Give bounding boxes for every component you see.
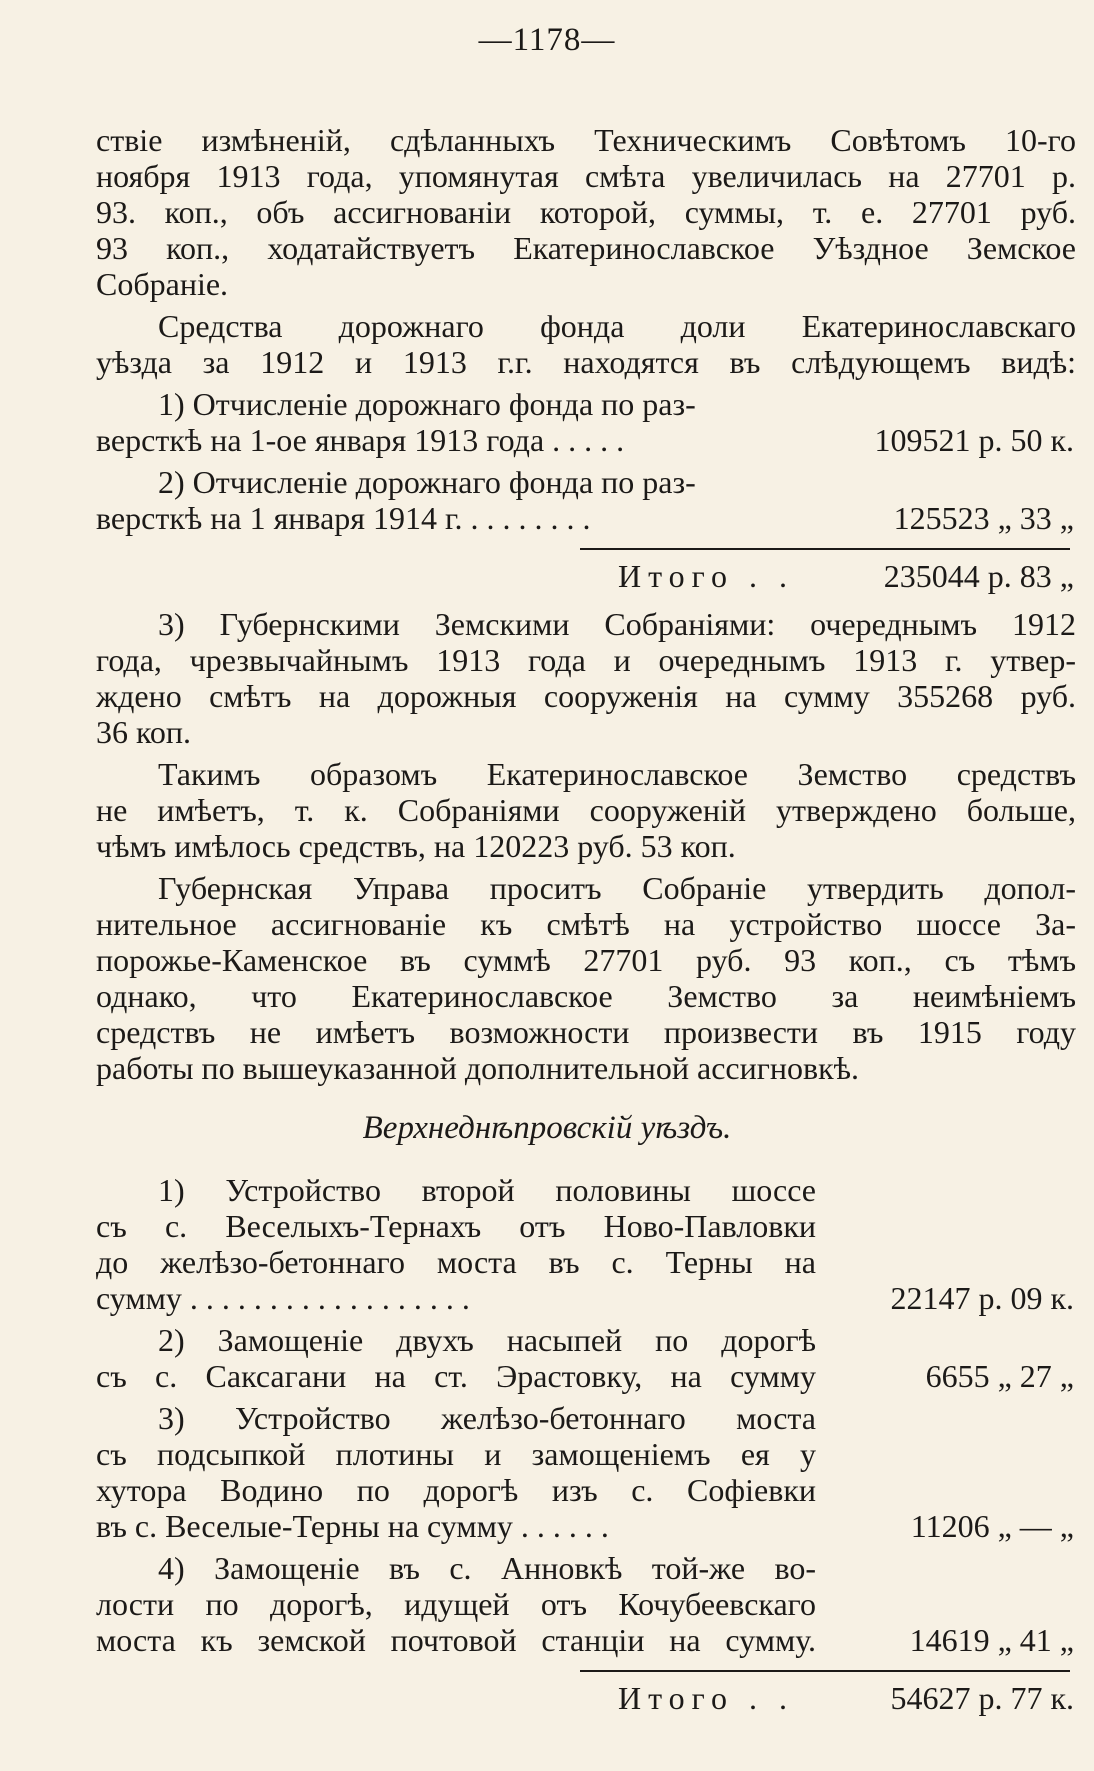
paragraph-line: однако, что Екатеринославское Земство за неимѣніемъ	[96, 978, 1076, 1014]
list-item-line: 1) Отчисленіе дорожнаго фонда по раз-	[158, 386, 696, 422]
paragraph-line: не имѣетъ, т. к. Собраніями сооруженій утверждено больше,	[96, 792, 1076, 828]
paragraph-line: 36 коп.	[96, 714, 192, 750]
page-number: —1178—	[478, 22, 616, 58]
list-item-line: хутора Водино по дорогѣ изъ с. Софіевки	[96, 1472, 816, 1508]
list-item-line: съ подсыпкой плотины и замощеніемъ ея у	[96, 1436, 816, 1472]
paragraph-line: ствіе измѣненій, сдѣланныхъ Техническимъ Совѣтомъ 10-го	[96, 122, 1076, 158]
list-item-line: версткѣ на 1-ое января 1913 года . . . . .	[96, 422, 625, 458]
paragraph-line: года, чрезвычайнымъ 1913 года и очереднымъ 1913 г. утвер-	[96, 642, 1076, 678]
paragraph-line: Собраніе.	[96, 266, 229, 302]
paragraph-line: 93 коп., ходатайствуетъ Екатеринославское Уѣздное Земское	[96, 230, 1076, 266]
list-item-line: 1) Устройство второй половины шоссе	[158, 1172, 816, 1208]
paragraph-line: Такимъ образомъ Екатеринославское Земство средствъ	[158, 756, 1076, 792]
paragraph-line: уѣзда за 1912 и 1913 г.г. находятся въ слѣдующемъ видѣ:	[96, 344, 1076, 380]
total-label: Итого . .	[618, 558, 794, 594]
amount: 109521 р. 50 к.	[874, 422, 1074, 458]
paragraph-line: 3) Губернскими Земскими Собраніями: очереднымъ 1912	[158, 606, 1076, 642]
paragraph-line: Средства дорожнаго фонда доли Екатеринославскаго	[158, 308, 1076, 344]
paragraph-line: чѣмъ имѣлось средствъ, на 120223 руб. 53 коп.	[96, 828, 736, 864]
paragraph-line: средствъ не имѣетъ возможности произвести въ 1915 году	[96, 1014, 1076, 1050]
list-item-line: сумму . . . . . . . . . . . . . . . . . .	[96, 1280, 470, 1316]
list-item-line: 3) Устройство желѣзо-бетоннаго моста	[158, 1400, 816, 1436]
paragraph-line: Губернская Управа проситъ Собраніе утвердить допол-	[158, 870, 1076, 906]
paragraph-line: ноября 1913 года, упомянутая смѣта увеличилась на 27701 р.	[96, 158, 1076, 194]
list-item-line: до желѣзо-бетоннаго моста въ с. Терны на	[96, 1244, 816, 1280]
list-item-line: версткѣ на 1 января 1914 г. . . . . . . . .	[96, 500, 591, 536]
list-item-line: 2) Замощеніе двухъ насыпей по дорогѣ	[158, 1322, 816, 1358]
paragraph-line: работы по вышеуказанной дополнительной ассигновкѣ.	[96, 1050, 860, 1086]
amount: 11206 „ — „	[910, 1508, 1074, 1544]
amount: 22147 р. 09 к.	[890, 1280, 1074, 1316]
sum-rule	[580, 1670, 1070, 1672]
paragraph-line: порожье-Каменское въ суммѣ 27701 руб. 93 коп., съ тѣмъ	[96, 942, 1076, 978]
amount: 125523 „ 33 „	[893, 500, 1074, 536]
total-amount: 54627 р. 77 к.	[890, 1680, 1074, 1716]
list-item-line: съ с. Веселыхъ-Тернахъ отъ Ново-Павловки	[96, 1208, 816, 1244]
list-item-line: 4) Замощеніе въ с. Анновкѣ той-же во-	[158, 1550, 816, 1586]
list-item-line: моста къ земской почтовой станціи на сумму.	[96, 1622, 816, 1658]
amount: 14619 „ 41 „	[909, 1622, 1074, 1658]
list-item-line: въ с. Веселые-Терны на сумму . . . . . .	[96, 1508, 609, 1544]
section-heading: Верхнеднѣпровскій уѣздъ.	[362, 1110, 732, 1146]
paragraph-line: 93. коп., объ ассигнованіи которой, суммы, т. е. 27701 руб.	[96, 194, 1076, 230]
sum-rule	[580, 548, 1070, 550]
paragraph-line: ждено смѣтъ на дорожныя сооруженія на сумму 355268 руб.	[96, 678, 1076, 714]
list-item-line: 2) Отчисленіе дорожнаго фонда по раз-	[158, 464, 696, 500]
amount: 6655 „ 27 „	[925, 1358, 1074, 1394]
list-item-line: съ с. Саксагани на ст. Эрастовку, на сумму	[96, 1358, 816, 1394]
total-amount: 235044 р. 83 „	[883, 558, 1074, 594]
total-label: Итого . .	[618, 1680, 794, 1716]
list-item-line: лости по дорогѣ, идущей отъ Кочубеевскаго	[96, 1586, 816, 1622]
paragraph-line: нительное ассигнованіе къ смѣтѣ на устройство шоссе За-	[96, 906, 1076, 942]
